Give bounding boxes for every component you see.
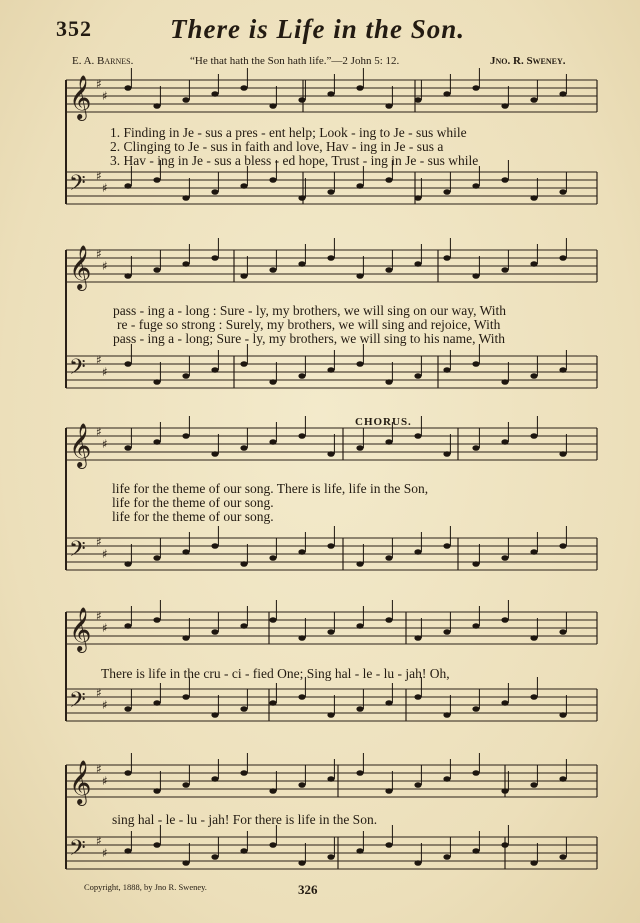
notehead [501,177,508,183]
notehead [414,694,421,700]
notehead [530,261,537,267]
notehead [385,617,392,623]
notehead [356,706,363,712]
notehead [443,189,450,195]
key-sharp: ♯ [96,77,102,91]
notehead [443,451,450,457]
lyric-s2-verse1: pass - ing a - long : Sure - ly, my brothers, we will sing on our way, With [113,303,507,318]
notehead [559,712,566,718]
notehead [443,629,450,635]
notehead [414,373,421,379]
notehead [472,183,479,189]
notehead [414,549,421,555]
hymn-title: There is Life in the Son. [170,14,466,44]
notehead [269,555,276,561]
notehead [530,549,537,555]
notehead [153,267,160,273]
notehead [385,379,392,385]
notehead [501,700,508,706]
notehead [385,788,392,794]
notehead [124,561,131,567]
key-sharp: ♯ [96,762,102,776]
notehead [240,706,247,712]
notehead [124,770,131,776]
key-sharp: ♯ [102,621,108,635]
notehead [240,273,247,279]
notehead [269,103,276,109]
notehead [269,788,276,794]
page-number: 326 [298,882,318,897]
notehead [298,782,305,788]
lyric-s3-verse1: life for the theme of our song. There is life, life in the Son, [112,481,429,496]
composer-credit: Jno. R. Sweney. [490,55,566,67]
key-sharp: ♯ [96,353,102,367]
notehead [211,776,218,782]
notehead [269,842,276,848]
bass-clef: 𝄢 [69,688,86,718]
notehead [269,177,276,183]
notehead [182,433,189,439]
notehead [124,445,131,451]
notehead [153,842,160,848]
notehead [298,195,305,201]
treble-clef: 𝄞 [69,245,92,289]
notehead [153,617,160,623]
notehead [559,776,566,782]
notehead [182,261,189,267]
notehead [501,617,508,623]
notehead [124,183,131,189]
key-sharp: ♯ [102,365,108,379]
notehead [501,555,508,561]
notehead [298,694,305,700]
notehead [414,195,421,201]
treble-clef: 𝄞 [69,760,92,804]
notehead [385,842,392,848]
notehead [211,854,218,860]
bass-clef: 𝄢 [69,171,86,201]
notehead [530,782,537,788]
bass-clef: 𝄢 [69,836,86,866]
notehead [240,623,247,629]
notehead [530,373,537,379]
notehead [356,623,363,629]
notehead [414,261,421,267]
notehead [327,629,334,635]
author-credit: E. A. Barnes. [72,55,134,67]
notehead [153,788,160,794]
notehead [240,770,247,776]
notehead [501,788,508,794]
lyric-s1-verse2: 2. Clinging to Je - sus in faith and love, Hav - ing in Je - sus a [110,139,444,154]
notehead [356,273,363,279]
notehead [559,854,566,860]
notehead [472,770,479,776]
key-sharp: ♯ [102,259,108,273]
lyric-s2-verse3: pass - ing a - long; Sure - ly, my brothers, we will sing to his name, With [113,331,506,346]
notehead [356,445,363,451]
notehead [472,623,479,629]
notehead [327,255,334,261]
notehead [501,103,508,109]
notehead [211,367,218,373]
chorus-label: CHORUS. [355,416,412,428]
notehead [501,439,508,445]
notehead [559,367,566,373]
notehead [443,543,450,549]
notehead [385,555,392,561]
notehead [182,694,189,700]
notehead [153,700,160,706]
notehead [559,255,566,261]
notehead [240,183,247,189]
notehead [124,361,131,367]
notehead [211,189,218,195]
notehead [153,439,160,445]
notehead [327,712,334,718]
notehead [414,635,421,641]
notehead [385,267,392,273]
notehead [356,85,363,91]
notehead [385,103,392,109]
lyric-s4-verse1: There is life in the cru - ci - fied One; Sing hal - le - lu - jah! Oh, [101,666,450,681]
key-sharp: ♯ [102,774,108,788]
notehead [240,848,247,854]
notehead [443,854,450,860]
notehead [269,700,276,706]
notehead [153,177,160,183]
notehead [414,433,421,439]
notehead [327,543,334,549]
key-sharp: ♯ [96,609,102,623]
notehead [530,195,537,201]
notehead [182,195,189,201]
notehead [501,267,508,273]
notehead [356,361,363,367]
notehead [269,379,276,385]
notehead [472,85,479,91]
notehead [327,854,334,860]
key-sharp: ♯ [102,846,108,860]
notehead [559,629,566,635]
notehead [124,85,131,91]
key-sharp: ♯ [96,169,102,183]
notehead [124,706,131,712]
key-sharp: ♯ [96,834,102,848]
notehead [472,361,479,367]
notehead [559,451,566,457]
notehead [530,694,537,700]
notehead [298,261,305,267]
notehead [356,183,363,189]
notehead [559,189,566,195]
lyric-s1-verse1: 1. Finding in Je - sus a pres - ent help; Look - ing to Je - sus while [110,125,467,140]
key-sharp: ♯ [96,425,102,439]
lyric-s2-verse2: re - fuge so strong : Surely, my brothers, we will sing and rejoice, With [117,317,501,332]
notehead [443,367,450,373]
notehead [240,561,247,567]
notehead [298,433,305,439]
notehead [124,623,131,629]
key-sharp: ♯ [102,437,108,451]
hymn-number: 352 [56,16,92,41]
notehead [385,177,392,183]
notehead [211,629,218,635]
notehead [559,543,566,549]
notehead [240,361,247,367]
notehead [356,848,363,854]
notehead [443,91,450,97]
notehead [501,842,508,848]
notehead [327,451,334,457]
notehead [211,91,218,97]
notehead [298,373,305,379]
notehead [559,91,566,97]
notehead [327,367,334,373]
notehead [385,439,392,445]
notehead [153,555,160,561]
notehead [472,706,479,712]
notehead [414,860,421,866]
bass-clef: 𝄢 [69,355,86,385]
notehead [240,85,247,91]
key-sharp: ♯ [96,686,102,700]
treble-clef: 𝄞 [69,607,92,651]
notehead [240,445,247,451]
notehead [298,549,305,555]
notehead [182,97,189,103]
notehead [472,445,479,451]
notehead [211,451,218,457]
key-sharp: ♯ [102,698,108,712]
notehead [472,561,479,567]
notehead [298,860,305,866]
notehead [182,373,189,379]
notehead [269,617,276,623]
notehead [298,97,305,103]
notehead [211,255,218,261]
notehead [327,189,334,195]
key-sharp: ♯ [96,535,102,549]
notehead [298,635,305,641]
treble-clef: 𝄞 [69,75,92,119]
notehead [530,97,537,103]
notehead [153,103,160,109]
copyright-notice: Copyright, 1888, by Jno R. Sweney. [84,882,207,892]
notehead [356,561,363,567]
bass-clef: 𝄢 [69,537,86,567]
lyric-s1-verse3: 3. Hav - ing in Je - sus a bless - ed hope, Trust - ing in Je - sus while [110,153,479,168]
notehead [385,700,392,706]
notehead [182,549,189,555]
key-sharp: ♯ [102,181,108,195]
notehead [211,712,218,718]
notehead [269,267,276,273]
notehead [443,712,450,718]
lyric-s3-verse3: life for the theme of our song. [112,509,274,524]
notehead [414,97,421,103]
notehead [414,782,421,788]
key-sharp: ♯ [102,89,108,103]
treble-clef: 𝄞 [69,423,92,467]
notehead [530,433,537,439]
key-sharp: ♯ [96,247,102,261]
notehead [501,379,508,385]
lyric-s3-verse2: life for the theme of our song. [112,495,274,510]
notehead [124,273,131,279]
key-sharp: ♯ [102,547,108,561]
notehead [327,91,334,97]
notehead [182,860,189,866]
lyric-s5-verse1: sing hal - le - lu - jah! For there is life in the Son. [112,812,378,827]
scripture-reference: “He that hath the Son hath life.”—2 John 5: 12. [190,55,400,67]
notehead [182,782,189,788]
notehead [269,439,276,445]
notehead [356,770,363,776]
notehead [530,635,537,641]
notehead [182,635,189,641]
notehead [153,379,160,385]
notehead [124,848,131,854]
notehead [530,860,537,866]
notehead [472,273,479,279]
notehead [472,848,479,854]
notehead [443,255,450,261]
notehead [211,543,218,549]
notehead [443,776,450,782]
notehead [327,776,334,782]
